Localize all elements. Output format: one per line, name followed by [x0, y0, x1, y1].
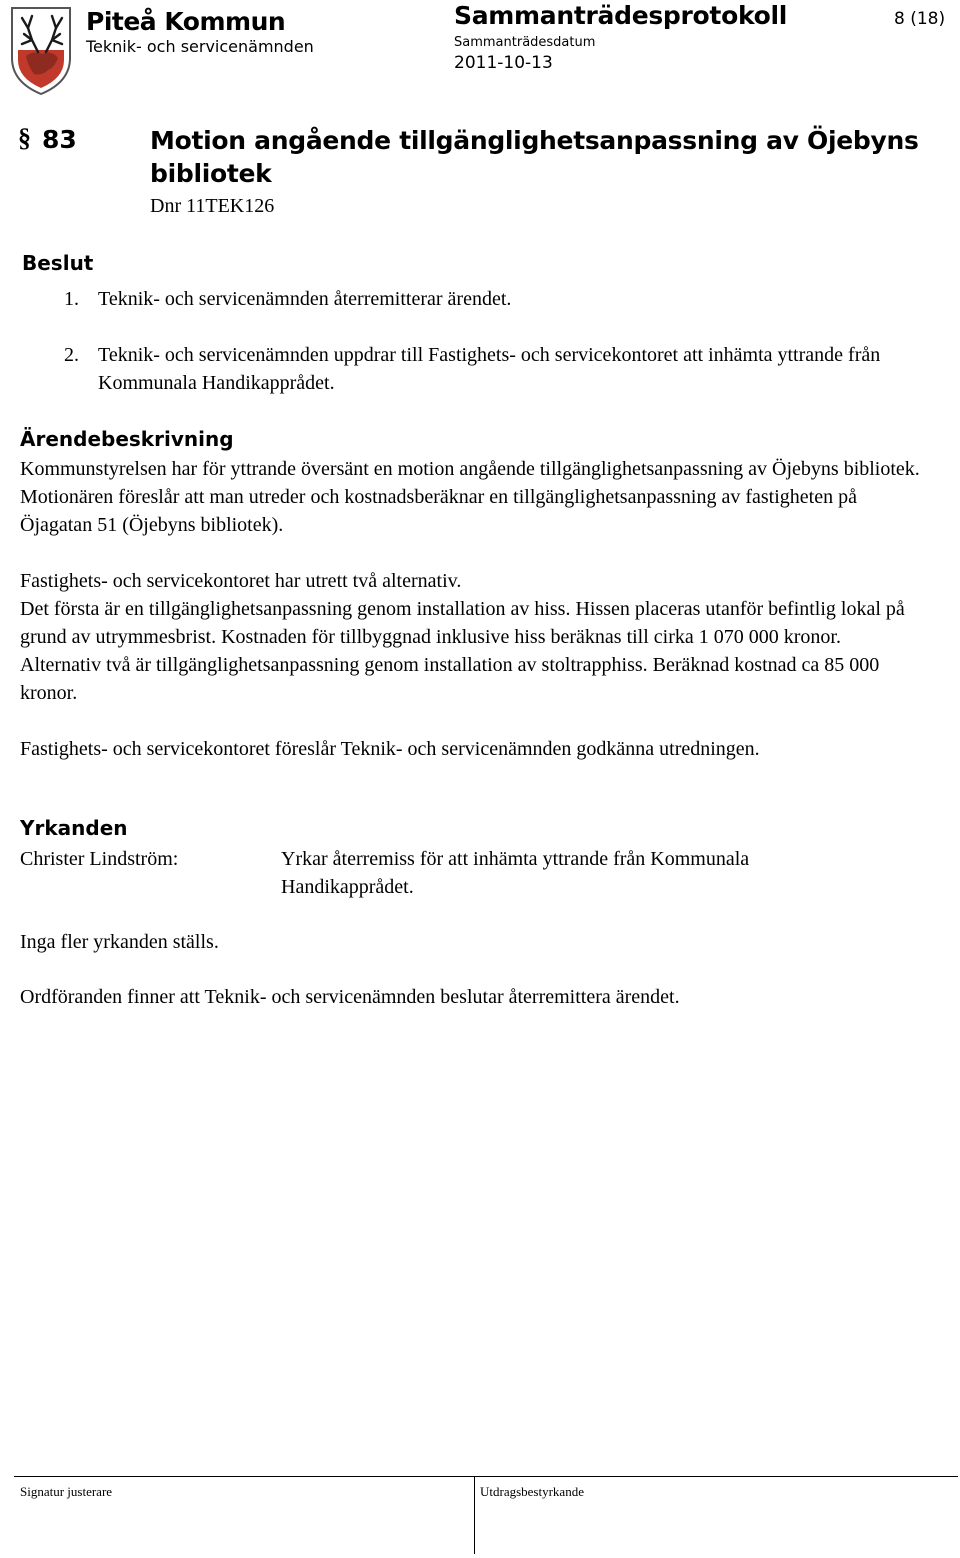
arende-paragraph: Fastighets- och servicekontoret har utrett två alternativ. — [20, 570, 462, 592]
arende-heading: Ärendebeskrivning — [20, 427, 234, 451]
org-name: Piteå Kommun — [86, 7, 286, 36]
decision-list — [22, 285, 932, 397]
paragraph-sign: § — [18, 123, 31, 152]
arende-paragraph: Kommunstyrelsen har för yttrande översänt en motion angående tillgänglighetsanpassning av Öjebyns bibliotek. Motionären föreslår att man utreder och kostnadsberäknar en tillgänglighetsanpassning av fastigheten på Öjagatan 51 (Öjebyns bibliotek). — [20, 458, 920, 536]
arende-body — [20, 455, 932, 763]
decision-text: Teknik- och servicenämnden uppdrar till Fastighets- och servicekontoret att inhämta yttrande från Kommunala Handikapprådet. — [98, 344, 881, 394]
speaker-statement: Yrkar återremiss för att inhämta yttrande från Kommunala Handikapprådet. — [281, 848, 750, 898]
decision-text: Teknik- och servicenämnden återremitterar ärendet. — [98, 288, 512, 310]
speaker-name: Christer Lindström: — [20, 848, 179, 870]
extract-label: Utdragsbestyrkande — [480, 1484, 584, 1499]
decision-item — [22, 285, 932, 313]
section-title: Motion angående tillgänglighetsanpassning av Öjebyns bibliotek — [150, 126, 919, 188]
yrkanden-heading: Yrkanden — [20, 816, 128, 840]
chair-conclusion: Ordföranden finner att Teknik- och servicenämnden beslutar återremittera ärendet. — [20, 986, 680, 1008]
decision-item — [22, 341, 932, 397]
dnr-reference: Dnr 11TEK126 — [150, 195, 275, 217]
reindeer-coat-of-arms-icon — [8, 4, 74, 96]
page-number: 8 (18) — [894, 9, 946, 29]
signature-label: Signatur justerare — [20, 1484, 113, 1499]
arende-paragraph: Det första är en tillgänglighetsanpassning genom installation av hiss. Hissen placeras utanför befintlig lokal på grund av utrymmesbrist. Kostnaden för tillbyggnad inklusive hiss beräknas till cirka 1 070 000 kronor. — [20, 598, 905, 648]
date-label: Sammanträdesdatum — [454, 35, 596, 50]
beslut-heading: Beslut — [22, 251, 94, 275]
decision-number: 1. — [64, 288, 79, 310]
footer-rule — [14, 1476, 958, 1477]
no-more-motions: Inga fler yrkanden ställs. — [20, 931, 219, 953]
decision-number: 2. — [64, 344, 79, 366]
arende-paragraph: Fastighets- och servicekontoret föreslår Teknik- och servicenämnden godkänna utredningen. — [20, 738, 760, 760]
committee-name: Teknik- och servicenämnden — [86, 37, 314, 56]
footer-divider — [474, 1476, 475, 1554]
document-title: Sammanträdesprotokoll — [454, 1, 788, 30]
arende-paragraph: Alternativ två är tillgänglighetsanpassning genom installation av stoltrapphiss. Beräknad kostnad ca 85 000 kronor. — [20, 654, 880, 704]
paragraph-number: 83 — [42, 125, 77, 154]
date-value: 2011-10-13 — [454, 53, 553, 73]
